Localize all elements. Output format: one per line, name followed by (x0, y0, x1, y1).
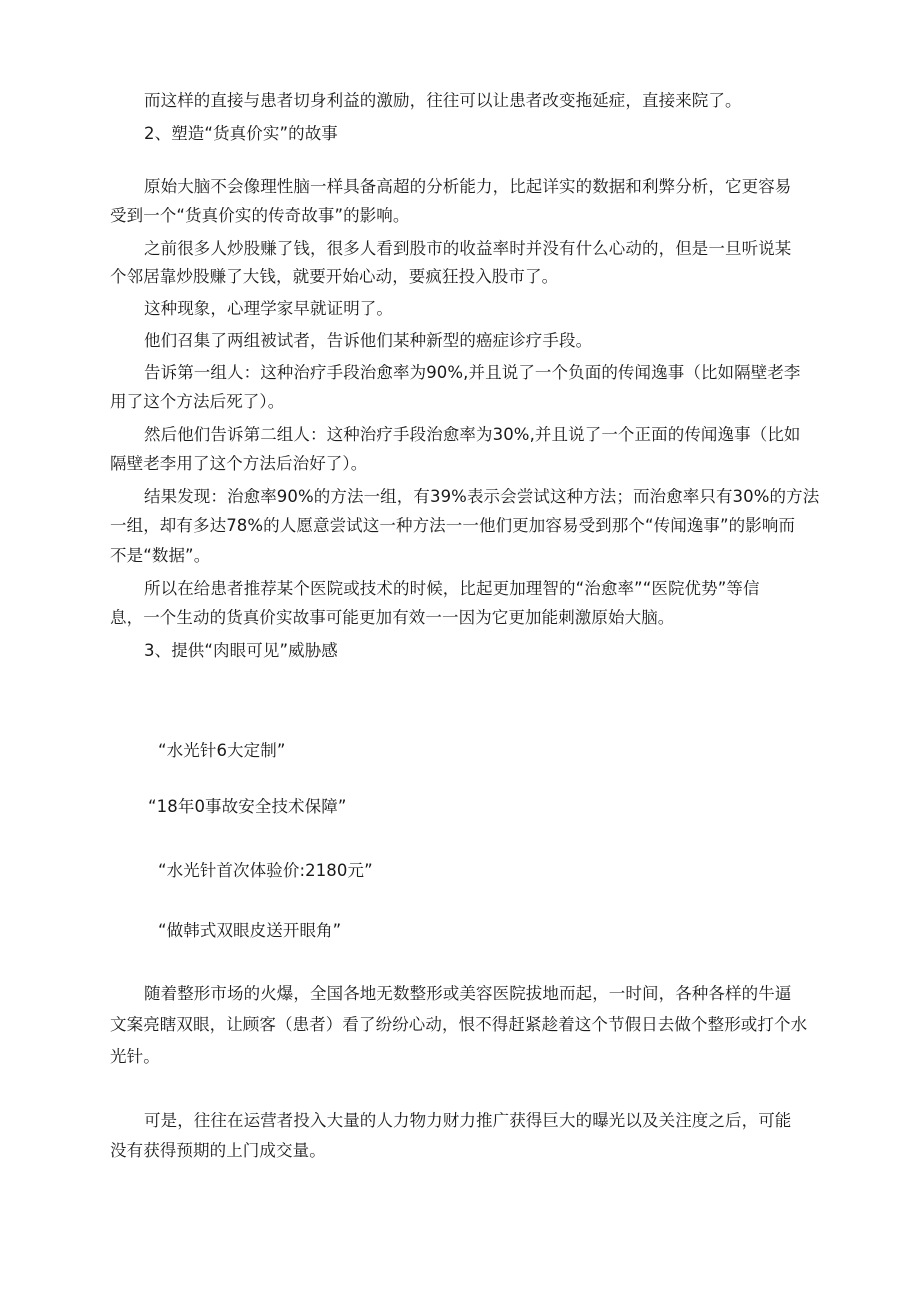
paragraph-line: 结果发现：治愈率90%的方法一组，有39%表示会尝试这种方法；而治愈率只有30%的方法 (144, 487, 820, 506)
paragraph-line: 文案亮瞎双眼，让顾客（患者）看了纷纷心动，恨不得赶紧趁着这个节假日去做个整形或打个水 (110, 1015, 808, 1034)
paragraph-line: 光针。 (110, 1047, 160, 1066)
paragraph-line: 告诉第一组人：这种治疗手段治愈率为90%,并且说了一个负面的传闻逸事（比如隔壁老李 (144, 363, 801, 382)
paragraph-line: 个邻居靠炒股赚了大钱，就要开始心动，要疯狂投入股市了。 (110, 267, 559, 286)
quoted-slogan: “水光针6大定制” (158, 741, 286, 760)
paragraph-line: 隔壁老李用了这个方法后治好了）。 (110, 454, 368, 473)
section-heading: 2、塑造“货真价实”的故事 (144, 124, 338, 143)
section-heading: 3、提供“肉眼可见”威胁感 (144, 641, 338, 660)
paragraph-line: 他们召集了两组被试者，告诉他们某种新型的癌症诊疗手段。 (144, 331, 593, 350)
paragraph-line: 原始大脑不会像理性脑一样具备高超的分析能力，比起详实的数据和利弊分析，它更容易 (144, 177, 792, 196)
paragraph-line: 一组，却有多达78%的人愿意尝试这一种方法一一他们更加容易受到那个“传闻逸事”的影响而 (110, 516, 796, 535)
paragraph-line: 随着整形市场的火爆，全国各地无数整形或美容医院拔地而起，一时间，各种各样的牛逼 (144, 984, 792, 1003)
paragraph-line: 可是，往往在运营者投入大量的人力物力财力推广获得巨大的曝光以及关注度之后，可能 (144, 1111, 792, 1130)
paragraph-line: 用了这个方法后死了）。 (110, 392, 285, 411)
paragraph-line: 然后他们告诉第二组人：这种治疗手段治愈率为30%,并且说了一个正面的传闻逸事（比如 (144, 425, 801, 444)
quoted-slogan: “做韩式双眼皮送开眼角” (158, 921, 342, 940)
paragraph-line: 所以在给患者推荐某个医院或技术的时候，比起更加理智的“治愈率”“医院优势”等信 (144, 579, 760, 598)
paragraph-line: 这种现象，心理学家早就证明了。 (144, 299, 393, 318)
paragraph-line: 之前很多人炒股赚了钱，很多人看到股市的收益率时并没有什么心动的，但是一旦听说某 (144, 239, 792, 258)
paragraph-line: 不是“数据”。 (110, 546, 211, 565)
quoted-slogan: “18年0事故安全技术保障” (148, 797, 347, 816)
paragraph-line: 而这样的直接与患者切身利益的激励，往往可以让患者改变拖延症，直接来院了。 (144, 91, 742, 110)
quoted-slogan: “水光针首次体验价:2180元” (158, 861, 373, 880)
paragraph-line: 受到一个“货真价实的传奇故事”的影响。 (110, 206, 410, 225)
paragraph-line: 息，一个生动的货真价实故事可能更加有效一一因为它更加能刺激原始大脑。 (110, 608, 675, 627)
paragraph-line: 没有获得预期的上门成交量。 (110, 1141, 326, 1160)
